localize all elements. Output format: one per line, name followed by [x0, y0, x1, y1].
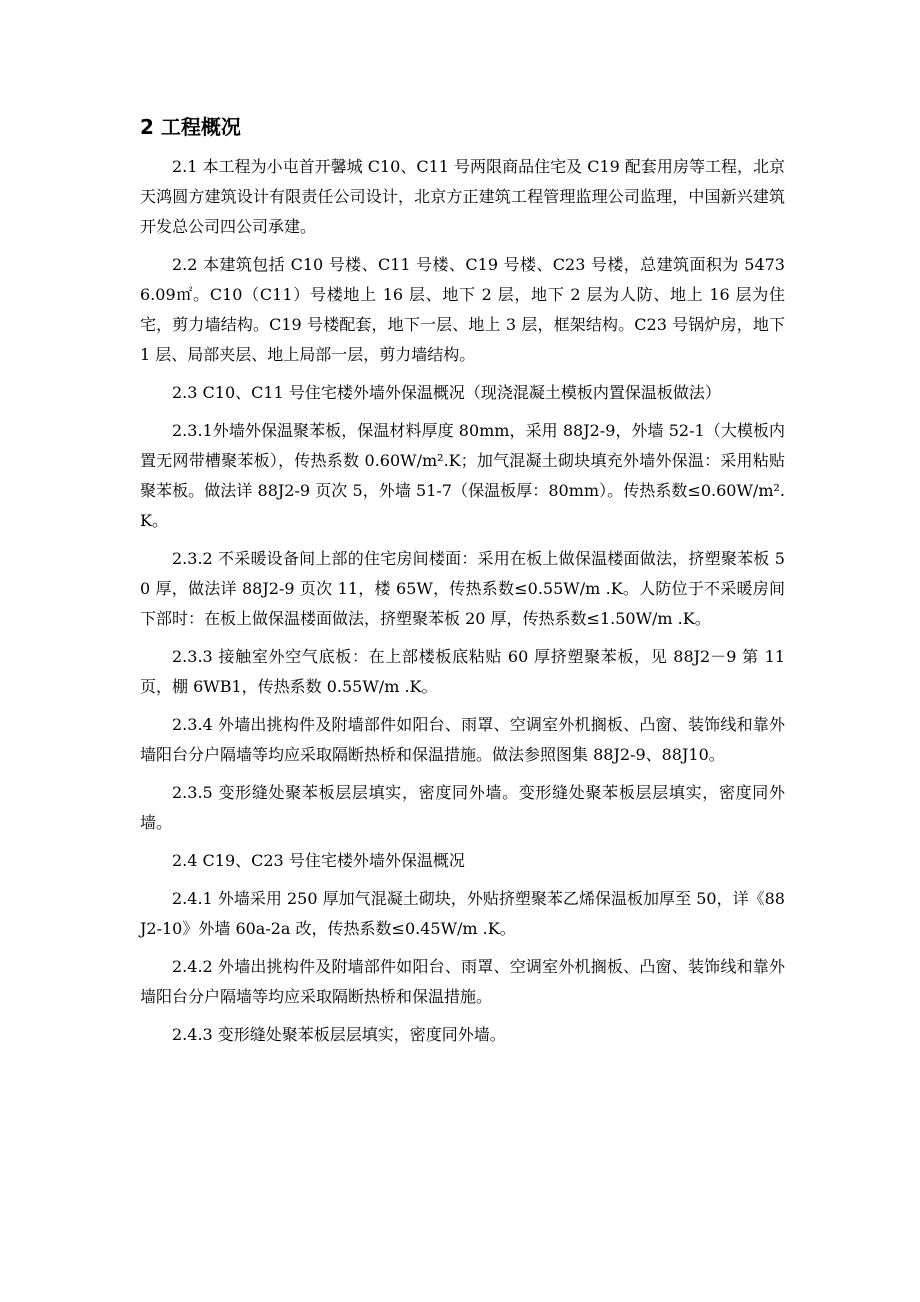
paragraph-2-3-1: 2.3.1外墙外保温聚苯板，保温材料厚度 80mm，采用 88J2-9，外墙 52-1（大模板内置无网带槽聚苯板），传热系数 0.60W/m².K；加气混凝土砌块填充外墙外保温：采用粘贴聚苯板。做法详 88J2-9 页次 5，外墙 51-7（保温板厚：80mm）。传热系数≤0.60W/m².K。 [140, 421, 785, 530]
paragraph-2-1: 2.1 本工程为小屯首开馨城 C10、C11 号两限商品住宅及 C19 配套用房等工程，北京天鸿圆方建筑设计有限责任公司设计，北京方正建筑工程管理监理公司监理，中国新兴建筑开发总公司四公司承建。 [140, 157, 785, 236]
paragraph-2-4-2: 2.4.2 外墙出挑构件及附墙部件如阳台、雨罩、空调室外机搁板、凸窗、装饰线和靠外墙阳台分户隔墙等均应采取隔断热桥和保温措施。 [140, 957, 785, 1006]
paragraph-2-4-1: 2.4.1 外墙采用 250 厚加气混凝土砌块，外贴挤塑聚苯乙烯保温板加厚至 50，详《88J2-10》外墙 60a-2a 改，传热系数≤0.45W/m .K。 [140, 889, 785, 938]
section-heading: 2 工程概况 [140, 115, 241, 139]
paragraph-2-3-5: 2.3.5 变形缝处聚苯板层层填实，密度同外墙。变形缝处聚苯板层层填实，密度同外墙。 [140, 783, 785, 832]
paragraph-2-2: 2.2 本建筑包括 C10 号楼、C11 号楼、C19 号楼、C23 号楼，总建筑面积为 54736.09㎡。C10（C11）号楼地上 16 层、地下 2 层，地下 2 层为人防、地上 16 层为住宅，剪力墙结构。C19 号楼配套，地下一层、地上 3 层，框架结构。C23 号锅炉房，地下 1 层、局部夹层、地上局部一层，剪力墙结构。 [140, 255, 785, 364]
paragraph-2-3-3: 2.3.3 接触室外空气底板：在上部楼板底粘贴 60 厚挤塑聚苯板，见 88J2－9 第 11 页，棚 6WB1，传热系数 0.55W/m .K。 [140, 647, 785, 696]
document-body [140, 110, 785, 1058]
paragraph-2-4: 2.4 C19、C23 号住宅楼外墙外保温概况 [172, 851, 465, 870]
paragraph-2-3-4: 2.3.4 外墙出挑构件及附墙部件如阳台、雨罩、空调室外机搁板、凸窗、装饰线和靠外墙阳台分户隔墙等均应采取隔断热桥和保温措施。做法参照图集 88J2-9、88J10。 [140, 715, 785, 764]
paragraph-2-4-3: 2.4.3 变形缝处聚苯板层层填实，密度同外墙。 [172, 1025, 506, 1044]
paragraph-2-3: 2.3 C10、C11 号住宅楼外墙外保温概况（现浇混凝土模板内置保温板做法） [172, 383, 721, 402]
paragraph-2-3-2: 2.3.2 不采暖设备间上部的住宅房间楼面：采用在板上做保温楼面做法，挤塑聚苯板 50 厚，做法详 88J2-9 页次 11，楼 65W，传热系数≤0.55W/m .K。人防位于不采暖房间下部时：在板上做保温楼面做法，挤塑聚苯板 20 厚，传热系数≤1.50W/m .K。 [140, 549, 785, 628]
